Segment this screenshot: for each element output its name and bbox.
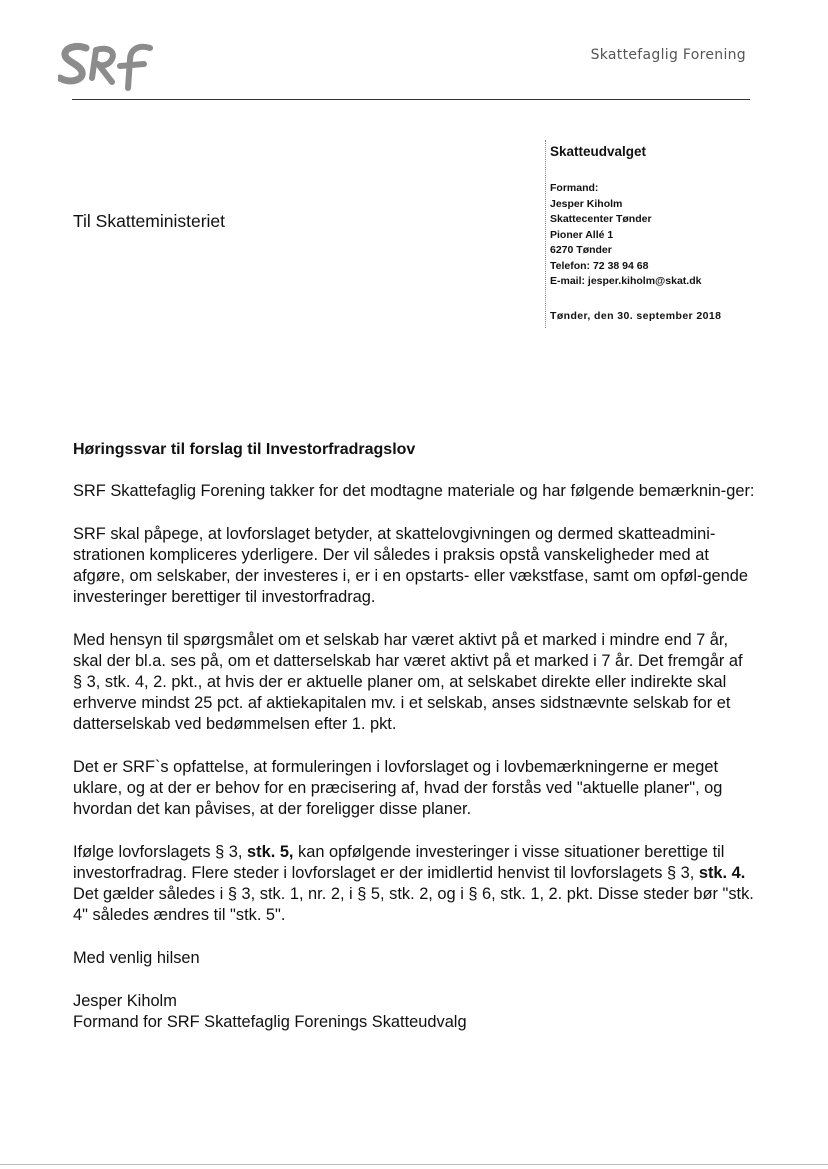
srf-logo <box>58 42 154 92</box>
letter-date: Tønder, den 30. september 2018 <box>550 309 722 322</box>
bold-reference: stk. 4. <box>698 864 746 882</box>
contact-name: Jesper Kiholm <box>550 197 623 210</box>
contact-office: Skattecenter Tønder <box>550 213 652 225</box>
contact-city: 6270 Tønder <box>550 244 612 256</box>
contact-role: Formand: <box>550 182 599 194</box>
text-span: Ifølge lovforslagets § 3, <box>73 843 248 861</box>
committee-name: Skatteudvalget <box>550 144 647 159</box>
paragraph: SRF skal påpege, at lovforslaget betyder, at skattelovgivningen og dermed skatteadmini-strationen kompliceres yderligere. Der vil således i praksis opstå vanskeligheder med at afgøre, om selskaber, der investeres i, er i en opstarts- eller vækstfase, samt om opføl-gende investeringer berettiger til investorfradrag. <box>73 525 749 606</box>
letter-body <box>73 481 756 1033</box>
contact-street: Pioner Allé 1 <box>550 228 614 241</box>
org-name: Skattefaglig Forening <box>590 47 746 63</box>
paragraph: Det er SRF`s opfattelse, at formuleringen i lovforslaget og i lovbemærkningerne er meget uklare, og at der er behov for en præcisering af, hvad der forstås ved "aktuelle planer", og hvordan det kan påvises, at der foreligger disse planer. <box>73 758 723 818</box>
contact-phone: Telefon: 72 38 94 68 <box>550 259 649 272</box>
signature-title: Formand for SRF Skattefaglig Forenings Skatteudvalg <box>73 1013 467 1031</box>
bold-reference: stk. 5, <box>247 843 294 861</box>
closing: Med venlig hilsen <box>73 949 200 967</box>
header-rule <box>72 99 750 100</box>
paragraph: Med hensyn til spørgsmålet om et selskab har været aktivt på et marked i mindre end 7 år, skal der bl.a. ses på, om et datterselskab har været aktivt på et marked i 7 år. Det fremgår af § 3, stk. 4, 2. pkt., at hvis der er aktuelle planer om, at selskabet direkte eller indirekte skal erhverve mindst 25 pct. af aktiekapitalen mv. i et selskab, anses sidstnævnte selskab for et datterselskab ved bedømmelsen efter 1. pkt. <box>73 631 743 733</box>
sender-block <box>545 140 765 328</box>
contact-email: E-mail: jesper.kiholm@skat.dk <box>550 275 702 287</box>
text-span: Det gælder således i § 3, stk. 1, nr. 2, i § 5, stk. 2, og i § 6, stk. 1, 2. pkt. Disse steder bør "stk. 4" således ændres til "stk. 5". <box>73 885 754 924</box>
paragraph: SRF Skattefaglig Forening takker for det modtagne materiale og har følgende bemærknin-ger: <box>73 482 755 500</box>
recipient: Til Skatteministeriet <box>73 211 226 231</box>
letter-subject: Høringssvar til forslag til Investorfradragslov <box>73 441 416 458</box>
page-bottom-edge <box>0 1164 828 1165</box>
text-span: kan opfølgende investeringer i visse situationer berettige til investorfradrag. Flere steder i lovforslaget er der imidlertid henvist til lovforslagets § 3, <box>73 843 725 882</box>
paragraph-amendment <box>73 842 756 926</box>
signature-name: Jesper Kiholm <box>73 992 177 1010</box>
